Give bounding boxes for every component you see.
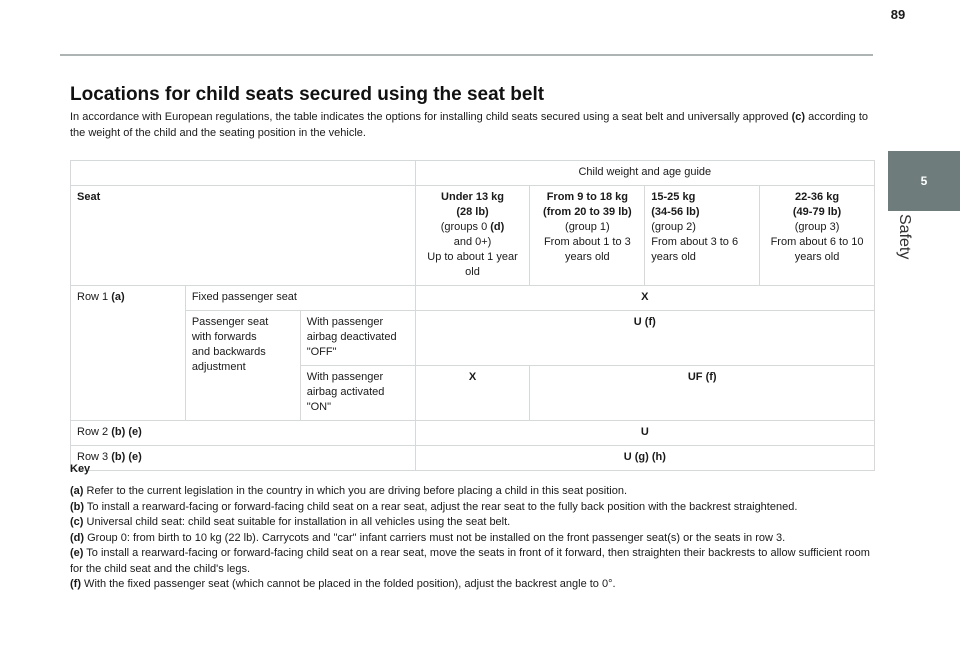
key-ref-a: (a): [70, 485, 84, 497]
row1-adjustable-seat: [185, 311, 300, 421]
column-3-age-cont: years old: [651, 251, 696, 263]
row2-label: [71, 421, 416, 446]
row1-label-text: Row 1: [77, 291, 112, 303]
row3-label-text: Row 3: [77, 451, 112, 463]
row1-airbag-on: [300, 366, 415, 421]
column-1-group-cont: and 0+): [453, 236, 492, 248]
header-divider: [60, 54, 873, 56]
column-3-weight-lb: (34-56 lb): [651, 206, 700, 218]
section-number: 5: [920, 174, 928, 188]
column-1-age: Up to about 1 year: [427, 251, 518, 263]
table-row: [71, 421, 875, 446]
key-item-a: [70, 484, 870, 500]
key-title: Key: [70, 463, 91, 475]
seat-label: Seat: [71, 186, 416, 286]
column-1-weight: Under 13 kg: [441, 191, 504, 203]
key-item-c: [70, 515, 870, 531]
adjustable-line-4: adjustment: [191, 361, 246, 373]
key-ref-e: (e): [70, 547, 84, 559]
weight-column-2: [530, 186, 645, 286]
adjustable-line-2: with forwards: [191, 331, 257, 343]
key-text-c: Universal child seat: child seat suitable for installation in all vehicles using the seat belt.: [83, 516, 511, 528]
key-text-e: To install a rearward-facing or forward-facing child seat on a rear seat, move the seats in front of it forward, then straighten their backrests to allow sufficient room for the child seat and the child's legs.: [70, 547, 870, 575]
airbag-off-line-3: "OFF": [306, 346, 337, 358]
column-2-age-cont: years old: [565, 251, 610, 263]
key-text-d: Group 0: from birth to 10 kg (22 lb). Carrycots and "car" infant carriers must not be installed on the front passenger seat(s) or the seats in row 3.: [84, 531, 786, 544]
column-1-ref: (d): [490, 221, 505, 233]
row1-fixed-seat: Fixed passenger seat: [185, 286, 415, 311]
column-2-weight: From 9 to 18 kg: [546, 191, 628, 203]
intro-text-2: according to the weight of the child and the seating position in the vehicle.: [70, 111, 868, 139]
column-3-group: (group 2): [651, 221, 696, 233]
row1-airbag-on-value-2: UF (f): [530, 366, 875, 421]
page-title: Locations for child seats secured using the seat belt: [70, 84, 545, 105]
row2-ref: (b) (e): [111, 426, 142, 438]
key-list: [70, 484, 870, 593]
row3-label: [71, 446, 416, 471]
group-header: Child weight and age guide: [415, 161, 874, 186]
key-text-a: Refer to the current legislation in the country in which you are driving before placing a child in this seat position.: [83, 485, 628, 497]
table-row: [71, 286, 875, 311]
column-1-group: (groups 0: [440, 221, 491, 233]
key-item-e: [70, 546, 870, 577]
airbag-off-line-2: airbag deactivated: [306, 331, 397, 343]
key-item-d: [70, 531, 870, 547]
key-ref-b: (b): [70, 500, 85, 513]
airbag-on-line-2: airbag activated: [306, 386, 385, 398]
airbag-on-line-3: "ON": [306, 401, 332, 413]
weight-column-3: [645, 186, 760, 286]
row2-value: U: [415, 421, 874, 446]
table-row: [71, 446, 875, 471]
table-corner-cell: [71, 161, 416, 186]
column-4-weight-lb: (49-79 lb): [792, 206, 842, 218]
adjustable-line-3: and backwards: [191, 346, 266, 358]
airbag-on-line-1: With passenger: [306, 371, 384, 383]
column-3-age: From about 3 to 6: [651, 236, 739, 248]
column-4-age: From about 6 to 10: [770, 236, 864, 248]
key-item-f: [70, 577, 870, 593]
row3-ref: (b) (e): [111, 451, 142, 463]
key-ref-d: (d): [70, 531, 85, 544]
row1-ref: (a): [111, 291, 125, 303]
column-4-age-cont: years old: [794, 251, 840, 263]
intro-text-1: In accordance with European regulations, the table indicates the options for installing child seats secured using a seat belt and universally approved: [70, 111, 792, 123]
section-name: Safety: [896, 214, 913, 260]
column-1-age-cont: old: [465, 266, 480, 278]
column-2-group: (group 1): [565, 221, 610, 233]
table-header-row: [71, 161, 875, 186]
row3-value: U (g) (h): [415, 446, 874, 471]
weight-column-1: [415, 186, 530, 286]
column-3-weight: 15-25 kg: [651, 191, 696, 203]
airbag-off-line-1: With passenger: [306, 316, 384, 328]
column-2-age: From about 1 to 3: [543, 236, 631, 248]
key-ref-f: (f): [70, 578, 81, 590]
column-1-weight-lb: (28 lb): [456, 206, 489, 218]
row1-fixed-value: X: [415, 286, 874, 311]
row1-airbag-off: [300, 311, 415, 366]
row1-label: [71, 286, 186, 421]
row1-airbag-on-value-1: X: [415, 366, 530, 421]
key-item-b: [70, 500, 870, 516]
key-ref-c: (c): [70, 516, 84, 528]
intro-paragraph: [70, 109, 870, 141]
page-number: 89: [890, 7, 906, 22]
key-text-f: With the fixed passenger seat (which cannot be placed in the folded position), adjust the backrest angle to 0°.: [81, 578, 616, 590]
table-weight-row: [71, 186, 875, 286]
column-4-weight: 22-36 kg: [795, 191, 840, 203]
table-row: [71, 311, 875, 366]
row1-airbag-off-value: U (f): [415, 311, 874, 366]
child-seat-table: [70, 160, 875, 471]
column-2-weight-lb: (from 20 to 39 lb): [543, 206, 632, 218]
section-tab[interactable]: [888, 151, 960, 211]
intro-ref: (c): [791, 111, 806, 123]
weight-column-4: [760, 186, 875, 286]
key-text-b: To install a rearward-facing or forward-facing child seat on a rear seat, adjust the rear seat to the fully back position with the backrest straightened.: [84, 500, 798, 513]
row2-label-text: Row 2: [77, 426, 112, 438]
adjustable-line-1: Passenger seat: [191, 316, 269, 328]
column-4-group: (group 3): [794, 221, 840, 233]
